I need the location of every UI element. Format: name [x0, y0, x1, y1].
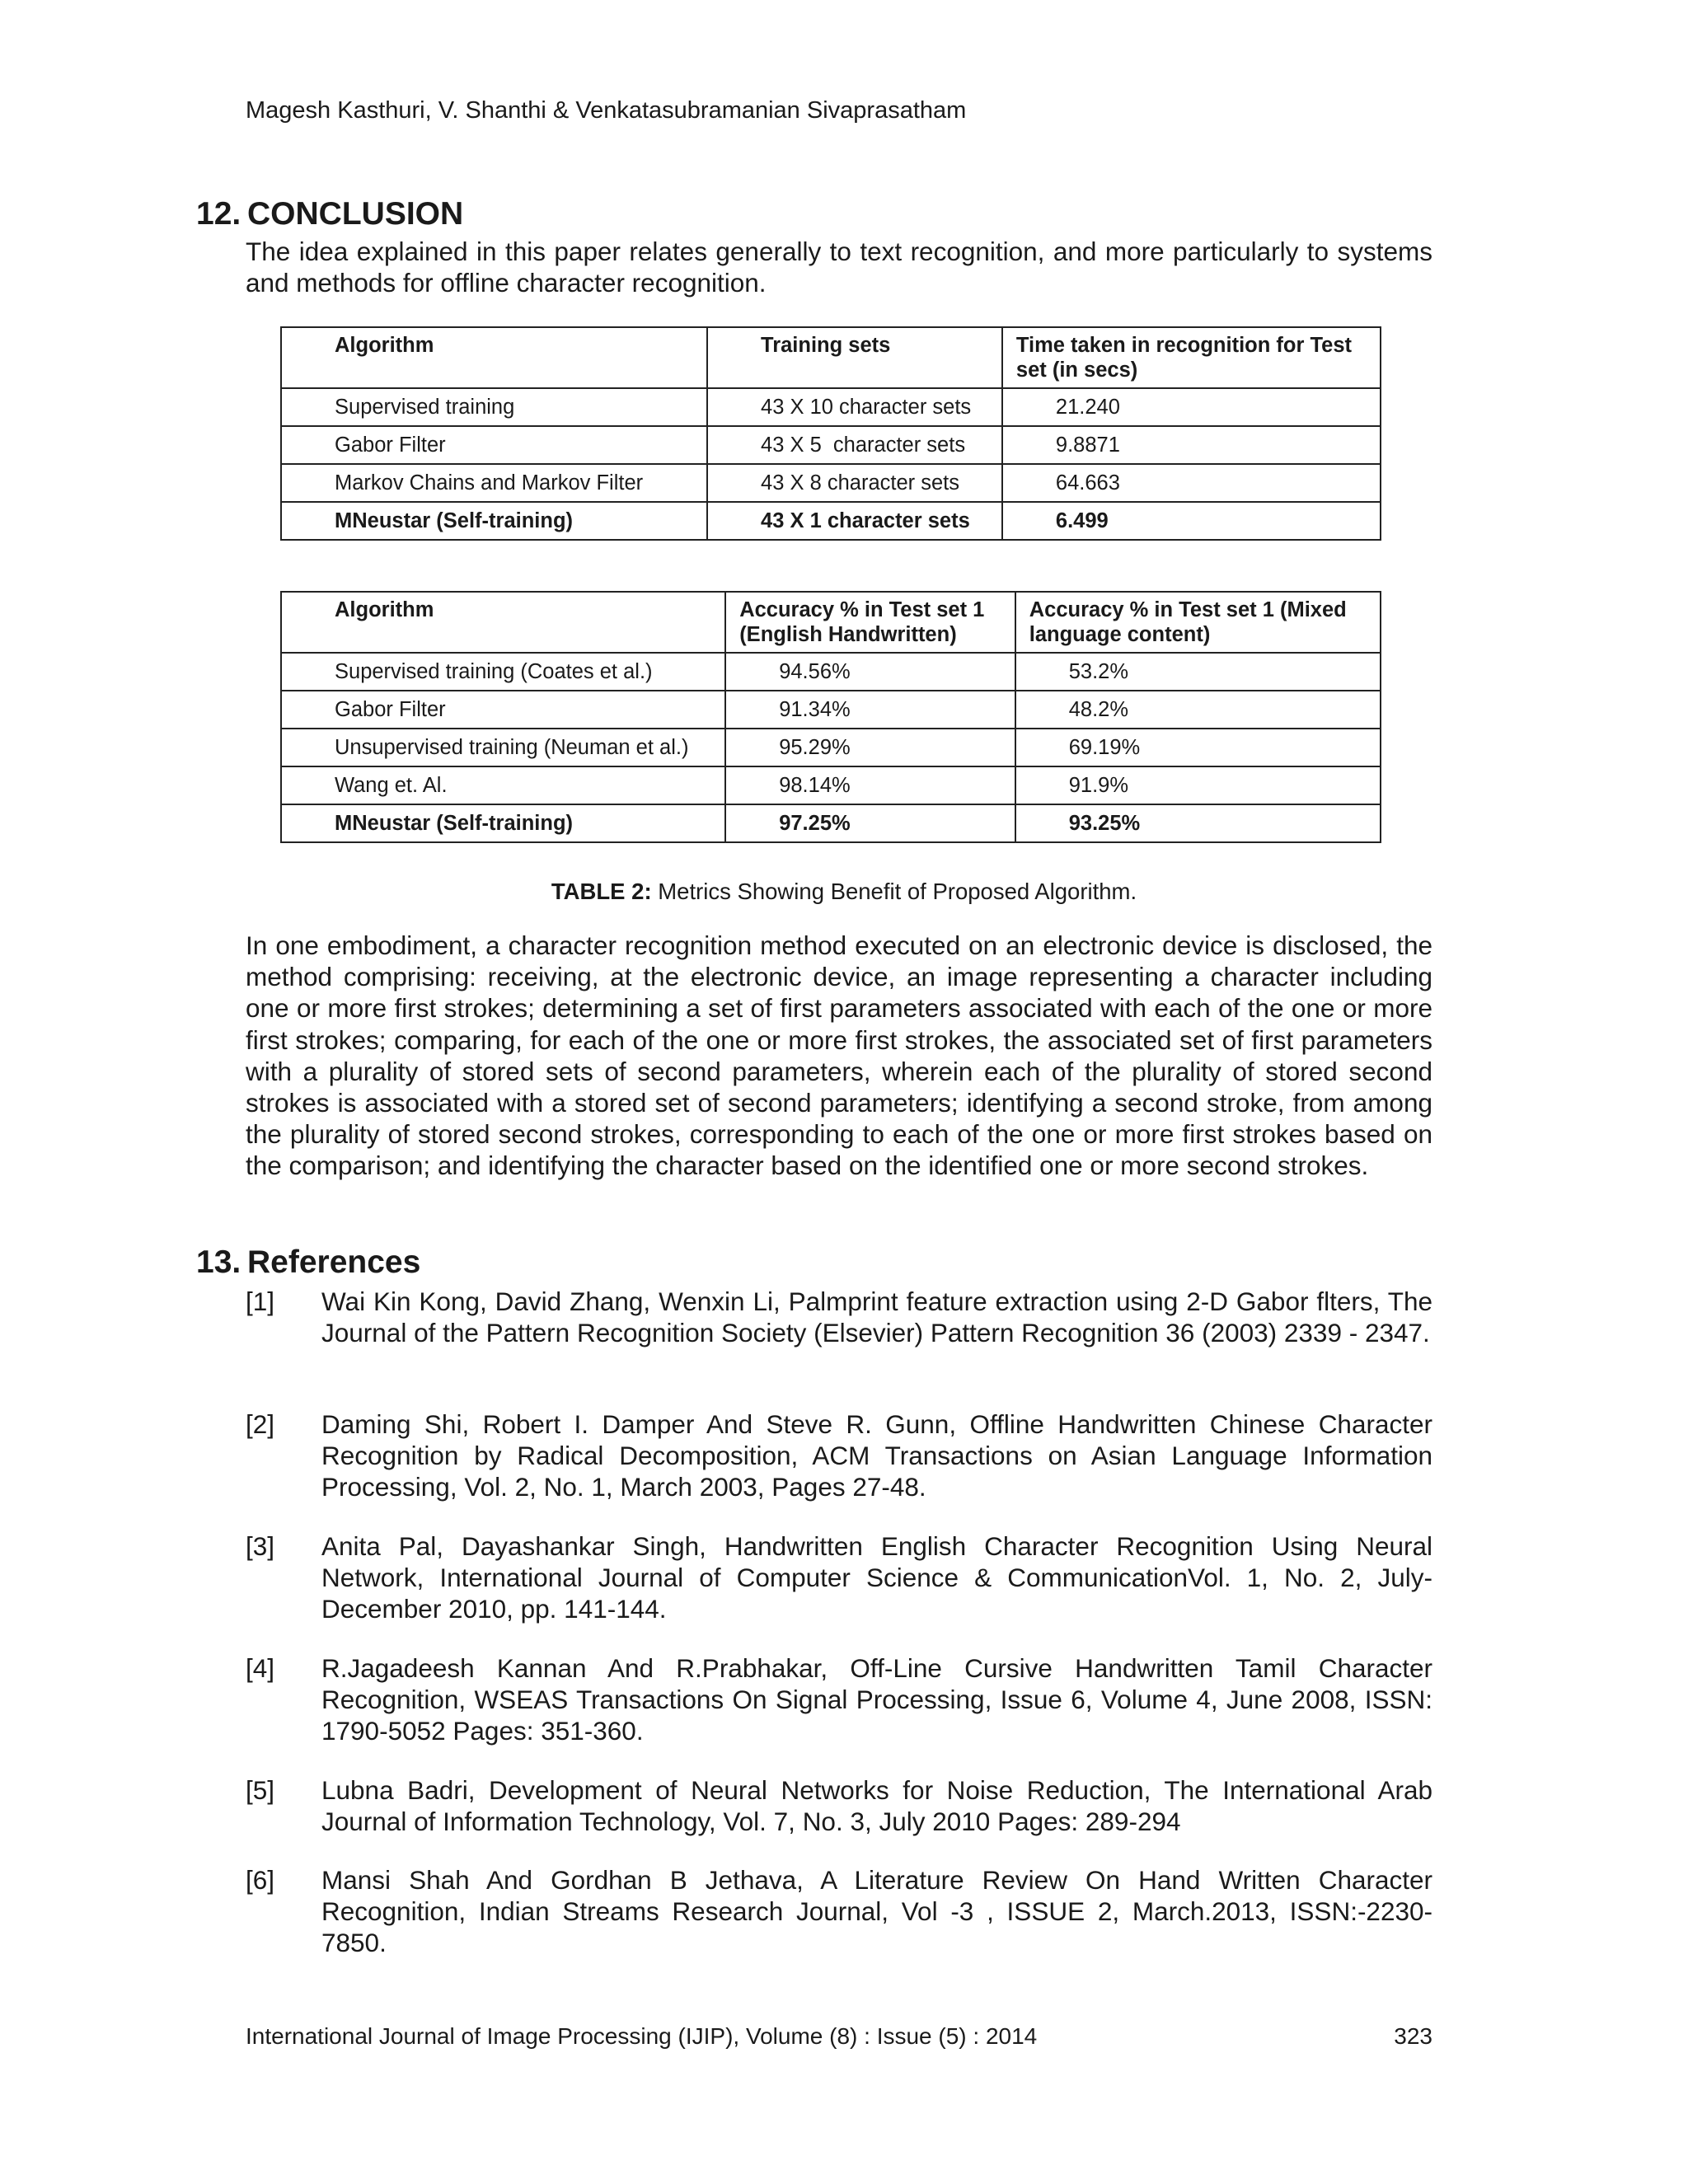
table-cell: 98.14%: [725, 766, 1015, 804]
table-row: [281, 729, 1381, 766]
reference-label: [6]: [246, 1865, 275, 1895]
table-cell: 53.2%: [1015, 653, 1381, 691]
caption-text: Metrics Showing Benefit of Proposed Algorithm.: [651, 879, 1137, 904]
reference-item: [246, 1652, 1432, 1747]
accuracy-table: [280, 591, 1381, 843]
table-row: [281, 426, 1381, 464]
section-title: CONCLUSION: [247, 196, 464, 232]
table-header-row: [281, 592, 1381, 653]
header-cell: Algorithm: [281, 327, 707, 388]
reference-item: [246, 1864, 1432, 1959]
reference-text: Wai Kin Kong, David Zhang, Wenxin Li, Palmprint feature extraction using 2-D Gabor flters, The Journal of the Pattern Recognition Society (Elsevier) Pattern Recognition 36 (2003) 2339 - 2347.: [321, 1286, 1432, 1348]
header-cell: Time taken in recognition for Test set (in secs): [1002, 327, 1381, 388]
table-row: [281, 653, 1381, 691]
table-cell: Wang et. Al.: [281, 766, 725, 804]
header-cell: Training sets: [707, 327, 1002, 388]
table-cell: 9.8871: [1002, 426, 1381, 464]
table-cell: 91.34%: [725, 691, 1015, 729]
reference-text: Daming Shi, Robert I. Damper And Steve R. Gunn, Offline Handwritten Chinese Character Recognition by Radical Decomposition, ACM Transactions on Asian Language Information Processing, Vol. 2, No. 1, March 2003, Pages 27-48.: [321, 1409, 1432, 1502]
reference-label: [2]: [246, 1409, 275, 1439]
table-caption: [0, 879, 1688, 905]
reference-item: [246, 1774, 1432, 1837]
table-cell: 94.56%: [725, 653, 1015, 691]
references-heading: [196, 1244, 420, 1281]
table-cell: Markov Chains and Markov Filter: [281, 464, 707, 502]
table-cell: 43 X 1 character sets: [707, 502, 1002, 540]
table-row: [281, 464, 1381, 502]
reference-text: Mansi Shah And Gordhan B Jethava, A Literature Review On Hand Written Character Recognition, Indian Streams Research Journal, Vol -3 , ISSUE 2, March.2013, ISSN:-2230-7850.: [321, 1865, 1432, 1958]
conclusion-intro: The idea explained in this paper relates generally to text recognition, and more particularly to systems and methods for offline character recognition.: [246, 237, 1432, 298]
section-number: 12.: [196, 196, 241, 232]
table-row: [281, 502, 1381, 540]
reference-label: [3]: [246, 1531, 275, 1561]
reference-label: [1]: [246, 1286, 275, 1316]
table-cell: Gabor Filter: [281, 426, 707, 464]
table-cell: Supervised training: [281, 388, 707, 426]
table-cell: 48.2%: [1015, 691, 1381, 729]
reference-item: [246, 1530, 1432, 1625]
running-header: Magesh Kasthuri, V. Shanthi & Venkatasubramanian Sivaprasatham: [246, 97, 967, 124]
table-row: [281, 766, 1381, 804]
conclusion-body: In one embodiment, a character recognition method executed on an electronic device is disclosed, the method comprising: receiving, at the electronic device, an image representing a character including one or more first strokes; determining a set of first parameters associated with each of the one or more first strokes; comparing, for each of the one or more first strokes, the associated set of first parameters with a plurality of stored sets of second parameters, wherein each of the plurality of stored second strokes is associated with a stored set of second parameters; identifying a second stroke, from among the plurality of stored second strokes, corresponding to each of the one or more first strokes based on the comparison; and identifying the character based on the identified one or more second strokes.: [246, 930, 1432, 1181]
section-number: 13.: [196, 1244, 241, 1280]
reference-item: [246, 1286, 1432, 1348]
table-cell: Supervised training (Coates et al.): [281, 653, 725, 691]
table-cell: MNeustar (Self-training): [281, 502, 707, 540]
table-cell: 69.19%: [1015, 729, 1381, 766]
table-cell: Gabor Filter: [281, 691, 725, 729]
table-row: [281, 804, 1381, 842]
reference-text: Anita Pal, Dayashankar Singh, Handwritten English Character Recognition Using Neural Network, International Journal of Computer Science & CommunicationVol. 1, No. 2, July-December 2010, pp. 141-144.: [321, 1531, 1432, 1624]
table-cell: 95.29%: [725, 729, 1015, 766]
conclusion-heading: [196, 196, 463, 232]
table-cell: 43 X 8 character sets: [707, 464, 1002, 502]
table-cell: 93.25%: [1015, 804, 1381, 842]
footer-journal: International Journal of Image Processing (IJIP), Volume (8) : Issue (5) : 2014: [246, 2023, 1038, 2049]
table-cell: Unsupervised training (Neuman et al.): [281, 729, 725, 766]
table-cell: MNeustar (Self-training): [281, 804, 725, 842]
table-row: [281, 691, 1381, 729]
header-cell: Accuracy % in Test set 1 (Mixed language content): [1015, 592, 1381, 653]
training-time-table: [280, 326, 1381, 541]
caption-label: TABLE 2:: [551, 879, 652, 904]
table-cell: 6.499: [1002, 502, 1381, 540]
table-cell: 91.9%: [1015, 766, 1381, 804]
reference-label: [4]: [246, 1653, 275, 1683]
reference-item: [246, 1408, 1432, 1503]
table-cell: 97.25%: [725, 804, 1015, 842]
section-title: References: [247, 1244, 421, 1280]
header-cell: Accuracy % in Test set 1 (English Handwritten): [725, 592, 1015, 653]
table-cell: 43 X 5 character sets: [707, 426, 1002, 464]
table-cell: 64.663: [1002, 464, 1381, 502]
reference-text: Lubna Badri, Development of Neural Networks for Noise Reduction, The International Arab Journal of Information Technology, Vol. 7, No. 3, July 2010 Pages: 289-294: [321, 1775, 1432, 1837]
table-header-row: [281, 327, 1381, 388]
table-cell: 21.240: [1002, 388, 1381, 426]
table-row: [281, 388, 1381, 426]
reference-label: [5]: [246, 1775, 275, 1805]
table-cell: 43 X 10 character sets: [707, 388, 1002, 426]
reference-text: R.Jagadeesh Kannan And R.Prabhakar, Off-Line Cursive Handwritten Tamil Character Recognition, WSEAS Transactions On Signal Processing, Issue 6, Volume 4, June 2008, ISSN: 1790-5052 Pages: 351-360.: [321, 1653, 1432, 1746]
header-cell: Algorithm: [281, 592, 725, 653]
page-number: 323: [1394, 2023, 1432, 2049]
